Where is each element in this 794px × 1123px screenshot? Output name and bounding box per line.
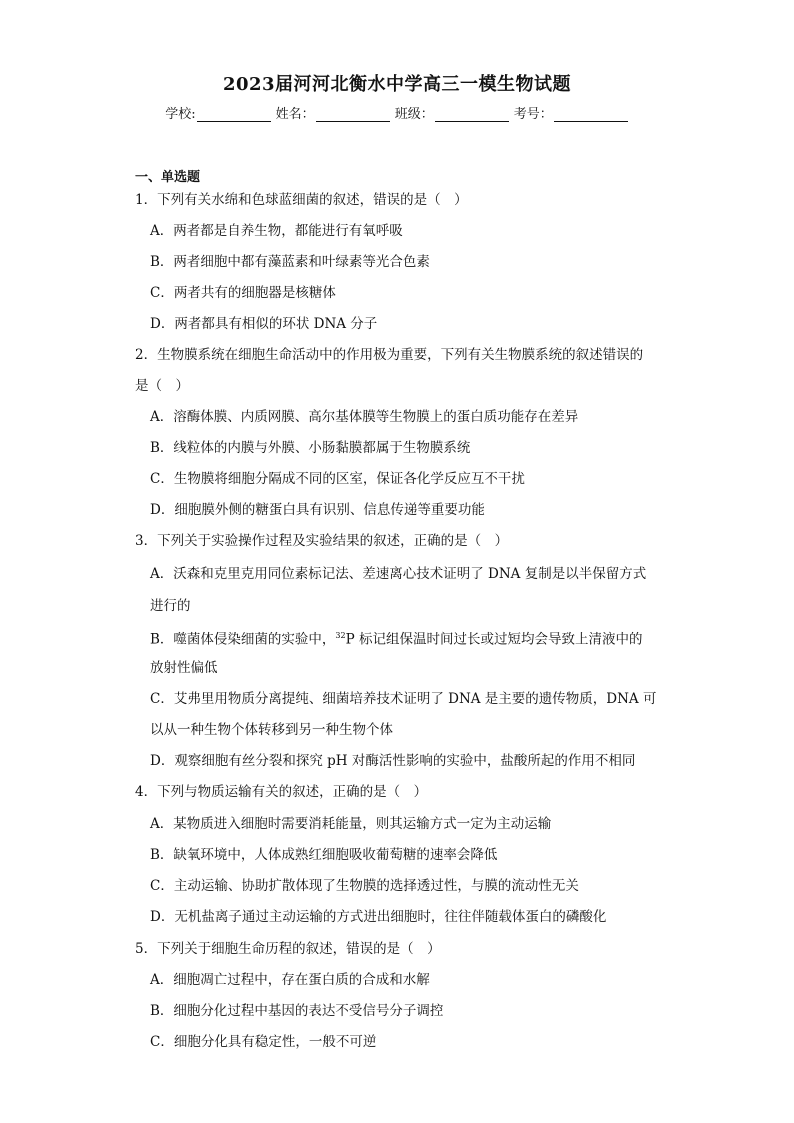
question-5-option-b: B．细胞分化过程中基因的表达不受信号分子调控 [150, 1003, 444, 1019]
question-3-option-a-line-1: A．沃森和克里克用同位素标记法、差速离心技术证明了 DNA 复制是以半保留方式 [150, 566, 647, 582]
name-label: 姓名： [275, 107, 315, 122]
class-field[interactable] [395, 103, 510, 122]
school-blank[interactable] [197, 107, 271, 122]
question-1-stem: 1．下列有关水绵和色球蓝细菌的叙述，错误的是（ ） [135, 192, 468, 208]
isotope-superscript: 32 [335, 631, 346, 640]
question-1-option-b: B．两者细胞中都有藻蓝素和叶绿素等光合色素 [150, 254, 430, 270]
question-2-option-b: B．线粒体的内膜与外膜、小肠黏膜都属于生物膜系统 [150, 440, 471, 456]
question-3-option-a-line-2: 进行的 [150, 598, 191, 614]
school-field[interactable] [165, 103, 271, 122]
question-5-stem: 5．下列关于细胞生命历程的叙述，错误的是（ ） [135, 941, 441, 957]
question-1-option-d: D．两者都具有相似的环状 DNA 分子 [150, 316, 378, 332]
exam-number-label: 考号： [513, 107, 553, 122]
name-blank[interactable] [316, 107, 390, 122]
question-3-option-c-line-1: C．艾弗里用物质分离提纯、细菌培养技术证明了 DNA 是主要的遗传物质，DNA 可 [150, 691, 657, 707]
question-2-option-c: C．生物膜将细胞分隔成不同的区室，保证各化学反应互不干扰 [150, 471, 525, 487]
question-2-stem-line-1: 2．生物膜系统在细胞生命活动中的作用极为重要，下列有关生物膜系统的叙述错误的 [135, 347, 644, 363]
class-blank[interactable] [435, 107, 509, 122]
question-3-option-c-line-2: 以从一种生物个体转移到另一种生物个体 [150, 722, 393, 738]
question-5-option-c: C．细胞分化具有稳定性，一般不可逆 [150, 1034, 377, 1050]
page-title: 2023届河河北衡水中学高三一模生物试题 [222, 74, 572, 95]
question-5-option-a: A．细胞凋亡过程中，存在蛋白质的合成和水解 [150, 972, 430, 988]
question-3-option-b-suffix: P 标记组保温时间过长或过短均会导致上清液中的 [345, 631, 643, 648]
question-3-option-d: D．观察细胞有丝分裂和探究 pH 对酶活性影响的实验中，盐酸所起的作用不相同 [150, 753, 636, 769]
question-4-option-b: B．缺氧环境中，人体成熟红细胞吸收葡萄糖的速率会降低 [150, 847, 498, 863]
question-2-option-d: D．细胞膜外侧的糖蛋白具有识别、信息传递等重要功能 [150, 502, 485, 518]
question-4-option-a: A．某物质进入细胞时需要消耗能量，则其运输方式一定为主动运输 [150, 816, 552, 832]
question-4-option-d: D．无机盐离子通过主动运输的方式进出细胞时，往往伴随载体蛋白的磷酸化 [150, 909, 607, 925]
question-2-stem-line-2: 是（ ） [135, 378, 189, 394]
question-3-option-b-prefix: B．噬菌体侵染细菌的实验中， [150, 631, 336, 648]
question-3-stem: 3．下列关于实验操作过程及实验结果的叙述，正确的是（ ） [135, 533, 509, 549]
question-1-option-c: C．两者共有的细胞器是核糖体 [150, 285, 336, 301]
exam-number-field[interactable] [514, 103, 629, 122]
section-heading: 一、单选题 [135, 170, 201, 185]
question-1-option-a: A．两者都是自养生物，都能进行有氧呼吸 [150, 223, 403, 239]
question-4-stem: 4．下列与物质运输有关的叙述，正确的是（ ） [135, 784, 428, 800]
school-label: 学校: [165, 107, 196, 122]
class-label: 班级： [394, 107, 434, 122]
question-2-option-a: A．溶酶体膜、内质网膜、高尔基体膜等生物膜上的蛋白质功能存在差异 [150, 409, 579, 425]
question-3-option-b-line-1 [150, 626, 642, 650]
question-4-option-c: C．主动运输、协助扩散体现了生物膜的选择透过性，与膜的流动性无关 [150, 878, 579, 894]
exam-number-blank[interactable] [554, 107, 628, 122]
question-3-option-b-line-2: 放射性偏低 [150, 660, 218, 676]
student-info-row [0, 103, 794, 122]
name-field[interactable] [276, 103, 391, 122]
